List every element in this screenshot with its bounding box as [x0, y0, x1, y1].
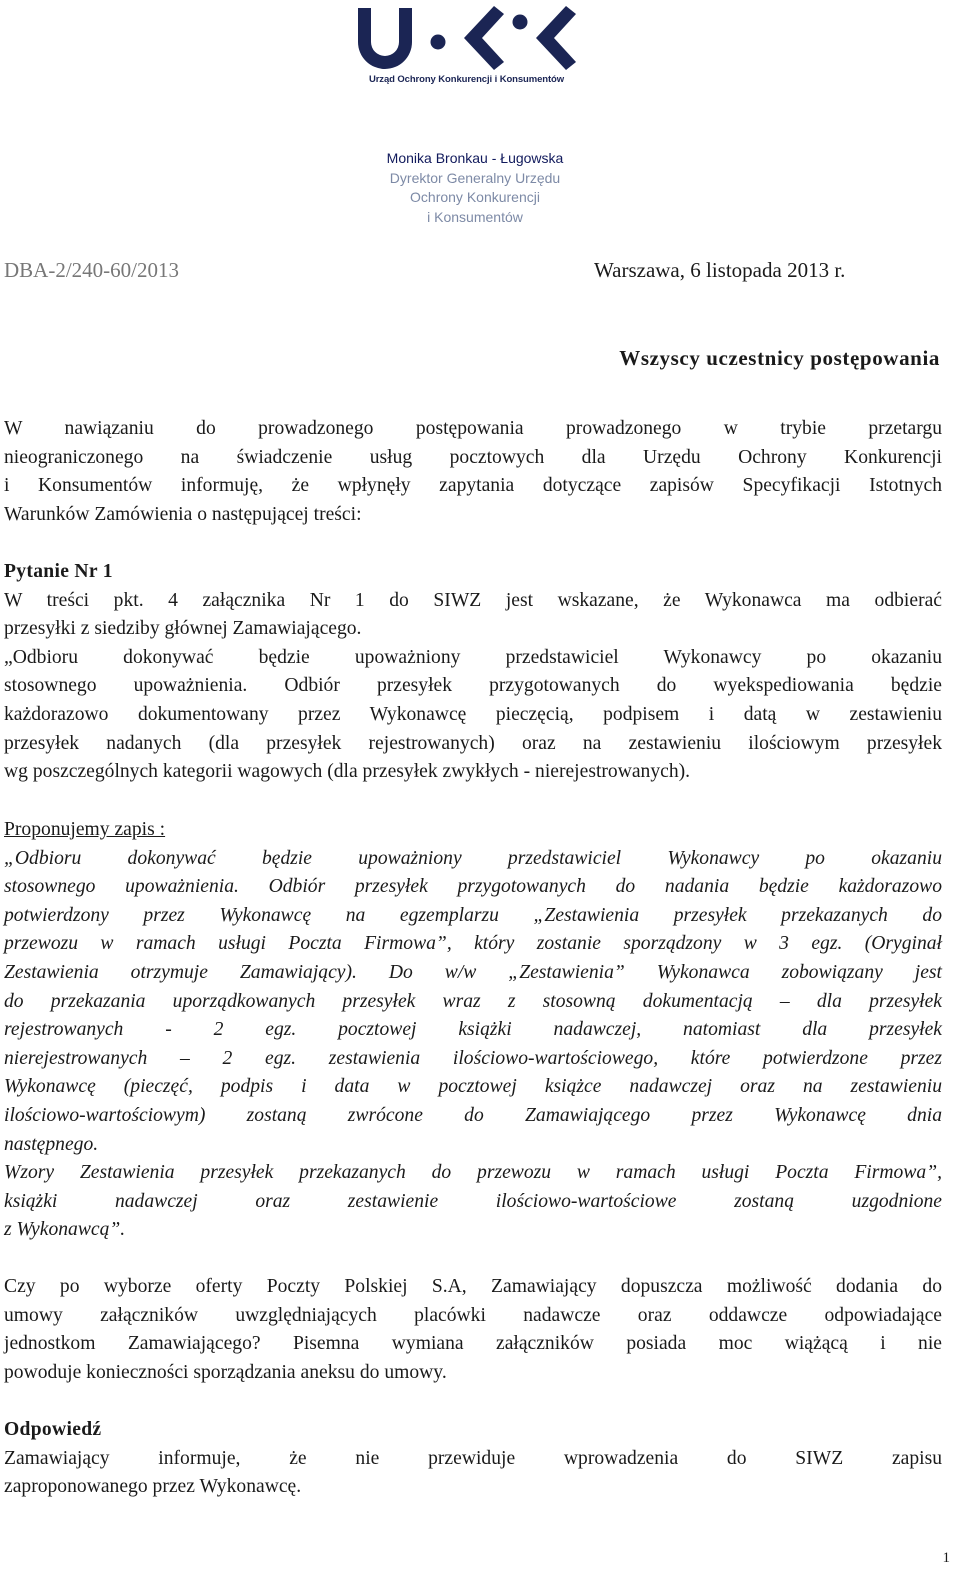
question-line: wg poszczególnych kategorii wagowych (dla przesyłek zwykłych - nierejestrowanych).: [4, 761, 691, 783]
question-line: każdorazowo dokumentowany przez Wykonawcę pieczęcią, podpisem i datą w zestawieniu: [4, 703, 942, 725]
answer-line: Zamawiający informuje, że nie przewiduje wprowadzenia do SIWZ zapisu: [4, 1447, 942, 1469]
proposal-line: „Odbioru dokonywać będzie upoważniony przedstawiciel Wykonawcy po okazaniu: [4, 847, 942, 869]
answer-line: zaproponowanego przez Wykonawcę.: [4, 1476, 302, 1498]
reference-number: DBA-2/240-60/2013: [4, 258, 179, 282]
question-line: przesyłki z siedziby głównej Zamawiającego.: [4, 618, 362, 640]
proposal-section: [4, 816, 942, 1245]
signatory-title-line1: Dyrektor Generalny Urzędu: [389, 169, 561, 186]
answer-heading: Odpowiedź: [4, 1419, 102, 1440]
uokik-logo: [354, 4, 579, 86]
proposal-line: Wzory Zestawienia przesyłek przekazanych do przewozu w ramach usługi Poczta Firmowa”,: [4, 1162, 942, 1184]
intro-line: W nawiązaniu do prowadzonego postępowania prowadzonego w trybie przetargu: [4, 418, 942, 439]
page-number: 1: [942, 1550, 950, 1566]
logo-caption: Urząd Ochrony Konkurencji i Konsumentów: [368, 74, 565, 85]
proposal-line: z Wykonawcą”.: [4, 1219, 126, 1241]
intro-line: Warunków Zamówienia o następującej treści:: [4, 503, 362, 525]
question-line: przesyłek nadanych (dla przesyłek rejestrowanych) oraz na zestawieniu ilościowym przesyłek: [4, 732, 942, 754]
answer-section: [4, 1416, 942, 1502]
proposal-line: książki nadawczej oraz zestawienie ilościowo-wartościowe zostaną uzgodnione: [4, 1190, 942, 1212]
question-heading: Pytanie Nr 1: [4, 561, 113, 582]
followup-line: umowy załączników uwzględniających placówki nadawcze oraz oddawcze odpowiadające: [4, 1304, 942, 1326]
proposal-line: potwierdzony przez Wykonawcę na egzemplarzu „Zestawienia przesyłek przekazanych do: [4, 904, 942, 926]
uokik-logo-mark: [354, 4, 579, 74]
followup-line: Czy po wyborze oferty Poczty Polskiej S.A, Zamawiający dopuszcza możliwość dodania do: [4, 1276, 942, 1297]
signatory-title-line2: Ochrony Konkurencji: [410, 189, 540, 205]
question-line: „Odbioru dokonywać będzie upoważniony przedstawiciel Wykonawcy po okazaniu: [4, 646, 942, 668]
signatory-block: [330, 149, 620, 227]
intro-paragraph: [4, 415, 942, 529]
proposal-line: przewozu w ramach usługi Poczta Firmowa”, który zostanie sporządzony w 3 egz. (Oryginał: [4, 933, 942, 955]
proposal-label: Proponujemy zapis :: [4, 819, 166, 840]
signatory-title-line3: i Konsumentów: [427, 208, 523, 225]
question-section: [4, 558, 942, 787]
proposal-line: nierejestrowanych – 2 egz. zestawienia ilościowo-wartościowego, które potwierdzone przez: [4, 1047, 942, 1069]
proposal-line: rejestrowanych - 2 egz. pocztowej książki nadawczej, natomiast dla przesyłek: [4, 1019, 942, 1041]
intro-line: nieograniczonego na świadczenie usług pocztowych dla Urzędu Ochrony Konkurencji: [4, 446, 942, 468]
proposal-line: do przekazania uporządkowanych przesyłek wraz z stosowną dokumentacją – dla przesyłek: [4, 990, 942, 1012]
proposal-line: Zestawienia otrzymuje Zamawiający). Do w/w „Zestawienia” Wykonawca zobowiązany jest: [4, 961, 942, 983]
place-date: Warszawa, 6 listopada 2013 r.: [594, 258, 846, 282]
proposal-line: stosownego upoważnienia. Odbiór przesyłek przygotowanych do nadania będzie każdorazowo: [4, 876, 942, 898]
question-line: stosownego upoważnienia. Odbiór przesyłek przygotowanych do wyekspediowania będzie: [4, 675, 942, 697]
followup-paragraph: [4, 1273, 942, 1387]
proposal-line: Wykonawcę (pieczęć, podpis i data w pocztowej książce nadawczej oraz na zestawieniu: [4, 1076, 942, 1098]
proposal-line: ilościowo-wartościowym) zostaną zwrócone do Zamawiającego przez Wykonawcę dnia: [4, 1104, 942, 1126]
followup-line: jednostkom Zamawiającego? Pisemna wymiana załączników posiada moc wiążącą i nie: [4, 1333, 942, 1355]
addressee: Wszyscy uczestnicy postępowania: [619, 346, 940, 370]
signatory-name: Monika Bronkau - Ługowska: [386, 150, 564, 166]
followup-line: powoduje konieczności sporządzania aneksu do umowy.: [4, 1361, 447, 1383]
intro-line: i Konsumentów informuję, że wpłynęły zapytania dotyczące zapisów Specyfikacji Istotnych: [4, 475, 942, 497]
question-line: W treści pkt. 4 załącznika Nr 1 do SIWZ jest wskazane, że Wykonawca ma odbierać: [4, 589, 942, 611]
proposal-line: następnego.: [4, 1133, 99, 1155]
